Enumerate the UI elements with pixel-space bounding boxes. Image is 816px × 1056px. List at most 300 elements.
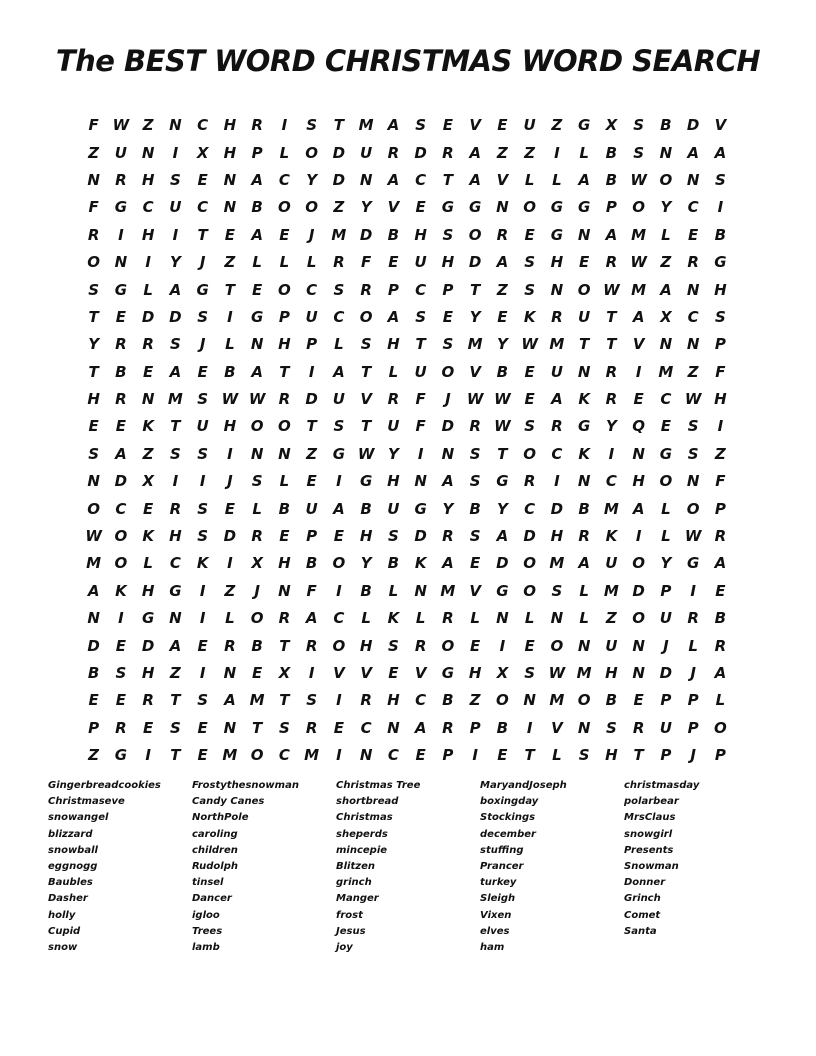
- grid-letter[interactable]: M: [576, 664, 592, 682]
- grid-letter[interactable]: Z: [714, 444, 726, 463]
- grid-letter[interactable]: Y: [660, 554, 672, 573]
- grid-letter[interactable]: I: [336, 581, 342, 600]
- grid-letter[interactable]: Y: [360, 198, 372, 217]
- grid-letter[interactable]: T: [306, 417, 317, 436]
- grid-letter[interactable]: B: [87, 664, 100, 682]
- grid-letter[interactable]: G: [714, 253, 727, 272]
- grid-letter[interactable]: S: [415, 307, 427, 326]
- grid-letter[interactable]: H: [714, 280, 727, 299]
- grid-letter[interactable]: H: [387, 691, 400, 710]
- grid-letter[interactable]: X: [496, 664, 509, 682]
- grid-letter[interactable]: F: [715, 362, 726, 381]
- grid-letter[interactable]: O: [87, 253, 100, 272]
- grid-letter[interactable]: I: [635, 527, 642, 546]
- grid-letter[interactable]: G: [359, 472, 373, 491]
- grid-letter[interactable]: H: [441, 253, 455, 272]
- grid-letter[interactable]: N: [250, 444, 264, 463]
- grid-letter[interactable]: I: [172, 143, 179, 162]
- grid-letter[interactable]: E: [252, 664, 263, 682]
- grid-letter[interactable]: T: [442, 170, 453, 189]
- grid-letter[interactable]: N: [414, 472, 427, 491]
- grid-letter[interactable]: A: [169, 636, 182, 655]
- grid-letter[interactable]: G: [496, 472, 509, 491]
- grid-letter[interactable]: N: [550, 280, 564, 299]
- grid-letter[interactable]: L: [279, 253, 290, 272]
- grid-letter[interactable]: J: [690, 746, 696, 765]
- grid-letter[interactable]: A: [169, 280, 182, 299]
- grid-letter[interactable]: S: [687, 417, 699, 436]
- grid-letter[interactable]: A: [496, 253, 509, 272]
- grid-letter[interactable]: L: [579, 143, 589, 162]
- grid-letter[interactable]: S: [524, 280, 536, 299]
- grid-letter[interactable]: L: [143, 554, 153, 573]
- grid-letter[interactable]: S: [88, 280, 100, 299]
- grid-letter[interactable]: E: [415, 746, 426, 765]
- grid-letter[interactable]: A: [414, 718, 427, 737]
- grid-letter[interactable]: M: [440, 581, 456, 600]
- grid-letter[interactable]: O: [550, 636, 564, 655]
- grid-letter[interactable]: N: [632, 636, 645, 655]
- grid-letter[interactable]: O: [713, 718, 727, 737]
- grid-letter[interactable]: R: [496, 225, 509, 244]
- grid-letter[interactable]: W: [221, 390, 239, 409]
- grid-letter[interactable]: E: [442, 116, 453, 135]
- grid-letter[interactable]: B: [605, 691, 618, 710]
- grid-letter[interactable]: I: [172, 225, 179, 244]
- grid-letter[interactable]: G: [577, 116, 591, 135]
- grid-letter[interactable]: E: [197, 718, 208, 737]
- grid-letter[interactable]: U: [332, 390, 345, 409]
- grid-letter[interactable]: O: [332, 554, 346, 573]
- grid-letter[interactable]: C: [605, 472, 617, 491]
- grid-letter[interactable]: U: [578, 307, 591, 326]
- grid-letter[interactable]: U: [550, 362, 563, 381]
- grid-letter[interactable]: D: [332, 143, 346, 162]
- grid-letter[interactable]: O: [523, 444, 536, 463]
- grid-letter[interactable]: B: [115, 362, 127, 381]
- grid-letter[interactable]: T: [279, 691, 290, 710]
- grid-letter[interactable]: Z: [605, 609, 617, 628]
- grid-letter[interactable]: Z: [687, 362, 699, 381]
- grid-letter[interactable]: V: [714, 116, 727, 135]
- grid-letter[interactable]: U: [387, 499, 400, 518]
- grid-letter[interactable]: R: [414, 636, 427, 655]
- grid-letter[interactable]: P: [442, 746, 454, 765]
- grid-letter[interactable]: Y: [469, 307, 481, 326]
- grid-letter[interactable]: U: [305, 499, 318, 518]
- grid-letter[interactable]: A: [714, 143, 727, 162]
- grid-letter[interactable]: I: [227, 554, 233, 573]
- grid-letter[interactable]: E: [197, 636, 208, 655]
- grid-letter[interactable]: H: [141, 664, 155, 682]
- grid-letter[interactable]: A: [714, 554, 727, 573]
- grid-letter[interactable]: B: [714, 225, 727, 244]
- grid-letter[interactable]: J: [308, 225, 315, 244]
- grid-letter[interactable]: V: [360, 390, 372, 409]
- grid-letter[interactable]: O: [250, 417, 264, 436]
- grid-letter[interactable]: C: [387, 746, 399, 765]
- grid-letter[interactable]: L: [524, 609, 535, 628]
- grid-letter[interactable]: N: [387, 718, 400, 737]
- grid-letter[interactable]: I: [499, 636, 506, 655]
- grid-letter[interactable]: R: [442, 527, 454, 546]
- grid-letter[interactable]: Y: [496, 499, 508, 518]
- grid-letter[interactable]: C: [524, 499, 536, 518]
- grid-letter[interactable]: L: [279, 143, 290, 162]
- grid-letter[interactable]: K: [115, 581, 127, 600]
- grid-letter[interactable]: E: [306, 472, 317, 491]
- grid-letter[interactable]: L: [552, 746, 562, 765]
- grid-letter[interactable]: L: [334, 335, 344, 354]
- grid-letter[interactable]: E: [279, 527, 290, 546]
- grid-letter[interactable]: N: [577, 362, 591, 381]
- grid-letter[interactable]: O: [523, 198, 536, 217]
- grid-letter[interactable]: F: [415, 390, 426, 409]
- grid-letter[interactable]: C: [115, 499, 127, 518]
- grid-letter[interactable]: D: [468, 253, 482, 272]
- grid-letter[interactable]: H: [141, 170, 155, 189]
- grid-letter[interactable]: S: [333, 280, 345, 299]
- grid-letter[interactable]: T: [606, 335, 617, 354]
- grid-letter[interactable]: O: [441, 636, 455, 655]
- grid-letter[interactable]: L: [552, 170, 562, 189]
- grid-letter[interactable]: A: [224, 691, 236, 710]
- grid-letter[interactable]: R: [387, 143, 400, 162]
- grid-letter[interactable]: I: [554, 143, 560, 162]
- grid-letter[interactable]: W: [684, 390, 702, 409]
- grid-letter[interactable]: M: [549, 691, 565, 710]
- grid-letter[interactable]: W: [85, 527, 102, 546]
- grid-letter[interactable]: R: [714, 636, 727, 655]
- grid-letter[interactable]: I: [717, 417, 724, 436]
- grid-letter[interactable]: L: [470, 609, 480, 628]
- grid-letter[interactable]: N: [359, 170, 373, 189]
- grid-letter[interactable]: U: [387, 417, 400, 436]
- grid-letter[interactable]: G: [441, 198, 455, 217]
- grid-letter[interactable]: D: [141, 636, 155, 655]
- grid-letter[interactable]: O: [632, 198, 645, 217]
- grid-letter[interactable]: T: [361, 417, 372, 436]
- grid-letter[interactable]: R: [169, 499, 182, 518]
- grid-letter[interactable]: D: [114, 472, 128, 491]
- grid-letter[interactable]: M: [603, 581, 619, 600]
- grid-letter[interactable]: N: [496, 609, 509, 628]
- grid-letter[interactable]: J: [199, 335, 206, 354]
- grid-letter[interactable]: C: [278, 746, 290, 765]
- grid-letter[interactable]: L: [252, 499, 262, 518]
- grid-letter[interactable]: I: [199, 472, 206, 491]
- grid-letter[interactable]: R: [442, 609, 454, 628]
- grid-letter[interactable]: T: [170, 417, 181, 436]
- grid-letter[interactable]: I: [635, 362, 642, 381]
- grid-letter[interactable]: J: [199, 253, 206, 272]
- grid-letter[interactable]: I: [554, 472, 560, 491]
- grid-letter[interactable]: S: [306, 691, 318, 710]
- grid-letter[interactable]: O: [277, 198, 291, 217]
- grid-letter[interactable]: S: [442, 225, 454, 244]
- grid-letter[interactable]: N: [686, 280, 700, 299]
- grid-letter[interactable]: N: [686, 472, 700, 491]
- grid-letter[interactable]: O: [523, 581, 536, 600]
- grid-letter[interactable]: U: [414, 362, 427, 381]
- grid-letter[interactable]: T: [224, 280, 235, 299]
- grid-letter[interactable]: N: [577, 718, 591, 737]
- grid-letter[interactable]: G: [114, 198, 128, 217]
- grid-letter[interactable]: B: [660, 116, 672, 135]
- grid-letter[interactable]: D: [550, 499, 564, 518]
- grid-letter[interactable]: G: [659, 444, 673, 463]
- grid-letter[interactable]: R: [333, 253, 345, 272]
- grid-letter[interactable]: L: [579, 609, 589, 628]
- grid-letter[interactable]: H: [468, 664, 482, 682]
- grid-letter[interactable]: E: [524, 362, 535, 381]
- grid-letter[interactable]: N: [496, 198, 509, 217]
- grid-letter[interactable]: S: [387, 527, 399, 546]
- grid-letter[interactable]: T: [415, 335, 426, 354]
- grid-letter[interactable]: S: [442, 335, 454, 354]
- grid-letter[interactable]: V: [469, 362, 481, 381]
- grid-letter[interactable]: B: [496, 718, 509, 737]
- grid-letter[interactable]: O: [632, 554, 645, 573]
- grid-letter[interactable]: D: [632, 581, 645, 600]
- grid-letter[interactable]: E: [333, 718, 344, 737]
- grid-letter[interactable]: Y: [169, 253, 181, 272]
- grid-letter[interactable]: H: [387, 335, 400, 354]
- grid-letter[interactable]: C: [415, 691, 427, 710]
- grid-letter[interactable]: Z: [496, 280, 508, 299]
- grid-letter[interactable]: R: [442, 143, 454, 162]
- grid-letter[interactable]: M: [167, 390, 183, 409]
- grid-letter[interactable]: D: [441, 417, 455, 436]
- grid-letter[interactable]: I: [608, 444, 615, 463]
- grid-letter[interactable]: E: [524, 390, 535, 409]
- grid-letter[interactable]: M: [603, 499, 619, 518]
- grid-letter[interactable]: S: [551, 581, 563, 600]
- grid-letter[interactable]: D: [414, 143, 427, 162]
- grid-letter[interactable]: N: [169, 116, 182, 135]
- grid-letter[interactable]: C: [278, 170, 290, 189]
- grid-letter[interactable]: A: [115, 444, 127, 463]
- grid-letter[interactable]: L: [579, 581, 589, 600]
- grid-letter[interactable]: P: [660, 691, 672, 710]
- grid-letter[interactable]: I: [145, 746, 151, 765]
- grid-letter[interactable]: F: [415, 417, 426, 436]
- grid-letter[interactable]: N: [223, 664, 237, 682]
- grid-letter[interactable]: P: [442, 280, 454, 299]
- grid-letter[interactable]: M: [631, 225, 647, 244]
- grid-letter[interactable]: A: [469, 143, 481, 162]
- grid-letter[interactable]: H: [550, 253, 564, 272]
- grid-letter[interactable]: X: [142, 472, 154, 491]
- grid-letter[interactable]: W: [603, 280, 620, 299]
- grid-letter[interactable]: M: [549, 335, 565, 354]
- grid-letter[interactable]: C: [687, 198, 699, 217]
- grid-letter[interactable]: E: [388, 253, 399, 272]
- grid-letter[interactable]: W: [248, 390, 266, 409]
- grid-letter[interactable]: R: [115, 390, 127, 409]
- grid-letter[interactable]: O: [305, 143, 318, 162]
- grid-letter[interactable]: P: [469, 718, 481, 737]
- grid-letter[interactable]: T: [170, 746, 181, 765]
- grid-letter[interactable]: G: [250, 307, 264, 326]
- grid-letter[interactable]: N: [223, 198, 237, 217]
- grid-letter[interactable]: B: [496, 362, 509, 381]
- grid-letter[interactable]: V: [632, 335, 645, 354]
- grid-letter[interactable]: G: [441, 664, 455, 682]
- grid-letter[interactable]: A: [714, 664, 727, 682]
- grid-letter[interactable]: S: [469, 444, 481, 463]
- grid-letter[interactable]: E: [715, 581, 726, 600]
- grid-letter[interactable]: N: [223, 170, 237, 189]
- grid-letter[interactable]: P: [88, 718, 100, 737]
- grid-letter[interactable]: L: [661, 225, 671, 244]
- grid-letter[interactable]: D: [141, 307, 155, 326]
- grid-letter[interactable]: A: [87, 581, 100, 600]
- grid-letter[interactable]: D: [332, 170, 346, 189]
- grid-letter[interactable]: A: [387, 307, 400, 326]
- grid-letter[interactable]: P: [605, 198, 617, 217]
- grid-letter[interactable]: B: [251, 198, 263, 217]
- grid-letter[interactable]: E: [688, 225, 699, 244]
- grid-letter[interactable]: H: [141, 581, 155, 600]
- grid-letter[interactable]: N: [87, 472, 100, 491]
- grid-letter[interactable]: N: [686, 170, 700, 189]
- grid-letter[interactable]: P: [714, 746, 726, 765]
- grid-letter[interactable]: H: [223, 116, 237, 135]
- grid-letter[interactable]: E: [660, 417, 671, 436]
- grid-letter[interactable]: S: [169, 444, 181, 463]
- grid-letter[interactable]: L: [306, 253, 317, 272]
- grid-letter[interactable]: L: [415, 609, 426, 628]
- grid-letter[interactable]: L: [225, 609, 235, 628]
- grid-letter[interactable]: Z: [88, 143, 100, 162]
- grid-letter[interactable]: W: [630, 253, 647, 272]
- grid-letter[interactable]: E: [415, 198, 426, 217]
- grid-letter[interactable]: O: [468, 225, 482, 244]
- grid-letter[interactable]: U: [114, 143, 127, 162]
- grid-letter[interactable]: G: [414, 499, 427, 518]
- grid-letter[interactable]: N: [441, 444, 455, 463]
- grid-letter[interactable]: Z: [333, 198, 345, 217]
- grid-letter[interactable]: C: [306, 280, 318, 299]
- grid-letter[interactable]: M: [467, 335, 483, 354]
- grid-letter[interactable]: U: [605, 636, 618, 655]
- grid-letter[interactable]: K: [387, 609, 400, 628]
- grid-letter[interactable]: L: [143, 280, 153, 299]
- grid-letter[interactable]: U: [523, 116, 536, 135]
- grid-letter[interactable]: F: [715, 472, 726, 491]
- grid-letter[interactable]: T: [333, 116, 344, 135]
- grid-letter[interactable]: S: [714, 307, 726, 326]
- grid-letter[interactable]: E: [88, 417, 99, 436]
- grid-letter[interactable]: L: [388, 362, 399, 381]
- grid-letter[interactable]: T: [252, 718, 263, 737]
- grid-letter[interactable]: L: [388, 581, 399, 600]
- grid-letter[interactable]: W: [548, 664, 566, 682]
- grid-letter[interactable]: P: [278, 307, 290, 326]
- grid-letter[interactable]: N: [686, 335, 700, 354]
- grid-letter[interactable]: E: [197, 362, 208, 381]
- grid-letter[interactable]: Z: [142, 116, 154, 135]
- grid-letter[interactable]: H: [632, 472, 645, 491]
- grid-letter[interactable]: S: [524, 417, 536, 436]
- grid-letter[interactable]: O: [114, 527, 128, 546]
- grid-letter[interactable]: I: [227, 307, 233, 326]
- grid-letter[interactable]: A: [169, 362, 182, 381]
- grid-letter[interactable]: B: [224, 362, 236, 381]
- grid-letter[interactable]: J: [663, 636, 669, 655]
- grid-letter[interactable]: Z: [306, 444, 318, 463]
- grid-letter[interactable]: O: [577, 691, 591, 710]
- grid-letter[interactable]: O: [305, 198, 318, 217]
- grid-letter[interactable]: F: [306, 581, 317, 600]
- grid-letter[interactable]: H: [605, 664, 618, 682]
- grid-letter[interactable]: B: [387, 554, 400, 573]
- grid-letter[interactable]: I: [145, 253, 151, 272]
- grid-letter[interactable]: A: [251, 225, 263, 244]
- grid-letter[interactable]: N: [632, 664, 645, 682]
- grid-letter[interactable]: B: [305, 554, 318, 573]
- grid-letter[interactable]: A: [442, 554, 454, 573]
- grid-letter[interactable]: E: [115, 636, 126, 655]
- grid-letter[interactable]: Y: [442, 499, 454, 518]
- grid-letter[interactable]: L: [688, 636, 698, 655]
- grid-letter[interactable]: O: [277, 417, 291, 436]
- grid-letter[interactable]: N: [659, 335, 673, 354]
- grid-letter[interactable]: R: [687, 253, 699, 272]
- grid-letter[interactable]: O: [659, 170, 673, 189]
- grid-letter[interactable]: B: [360, 581, 372, 600]
- grid-letter[interactable]: T: [197, 225, 208, 244]
- grid-letter[interactable]: Y: [306, 170, 318, 189]
- grid-letter[interactable]: R: [578, 527, 590, 546]
- grid-letter[interactable]: O: [114, 554, 128, 573]
- grid-letter[interactable]: U: [659, 718, 672, 737]
- grid-letter[interactable]: S: [469, 527, 481, 546]
- grid-letter[interactable]: E: [579, 253, 590, 272]
- grid-letter[interactable]: Z: [224, 253, 236, 272]
- grid-letter[interactable]: O: [632, 609, 645, 628]
- grid-letter[interactable]: H: [278, 554, 291, 573]
- grid-letter[interactable]: A: [632, 499, 645, 518]
- grid-letter[interactable]: E: [333, 527, 344, 546]
- grid-letter[interactable]: H: [714, 390, 727, 409]
- grid-letter[interactable]: Z: [524, 143, 536, 162]
- grid-letter[interactable]: E: [115, 691, 126, 710]
- grid-letter[interactable]: L: [524, 170, 535, 189]
- grid-letter[interactable]: H: [87, 390, 100, 409]
- grid-letter[interactable]: M: [222, 746, 238, 765]
- grid-letter[interactable]: T: [524, 746, 535, 765]
- grid-letter[interactable]: S: [278, 718, 290, 737]
- grid-letter[interactable]: W: [466, 390, 484, 409]
- grid-letter[interactable]: C: [169, 554, 181, 573]
- grid-letter[interactable]: N: [87, 609, 100, 628]
- grid-letter[interactable]: P: [714, 499, 726, 518]
- grid-letter[interactable]: I: [526, 718, 533, 737]
- grid-letter[interactable]: D: [305, 390, 318, 409]
- grid-letter[interactable]: E: [88, 691, 99, 710]
- grid-letter[interactable]: R: [551, 307, 563, 326]
- grid-letter[interactable]: V: [387, 198, 400, 217]
- grid-letter[interactable]: G: [496, 581, 509, 600]
- grid-letter[interactable]: I: [227, 444, 233, 463]
- grid-letter[interactable]: T: [361, 362, 372, 381]
- grid-letter[interactable]: I: [472, 746, 478, 765]
- grid-letter[interactable]: I: [281, 116, 288, 135]
- grid-letter[interactable]: G: [577, 417, 591, 436]
- grid-letter[interactable]: N: [223, 718, 237, 737]
